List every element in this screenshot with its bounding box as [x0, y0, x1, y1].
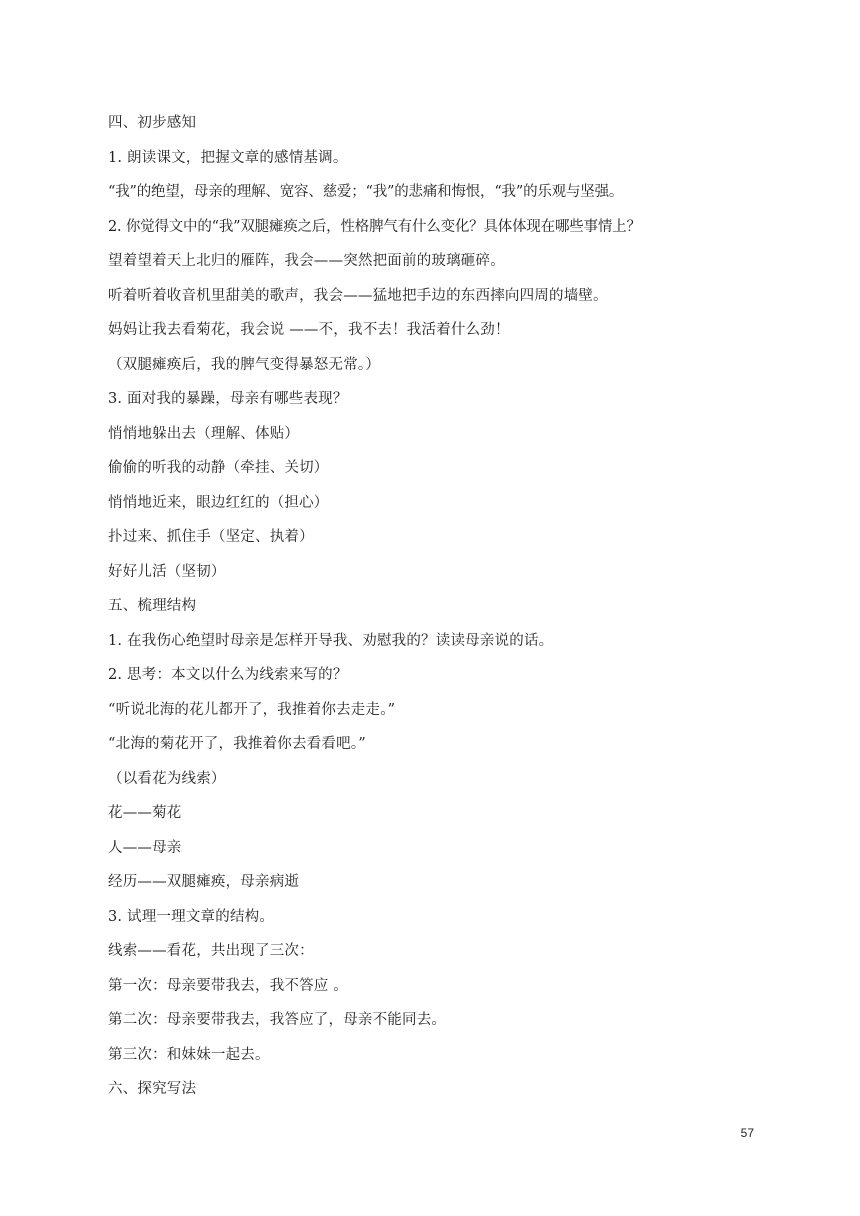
section-heading-writing-method: 六、探究写法 — [108, 1081, 197, 1097]
section-heading-structure: 五、梳理结构 — [108, 598, 197, 614]
question-1-read-aloud: 1. 朗读课文，把握文章的感情基调。 — [108, 149, 348, 166]
mother-response-5: 好好儿活（坚韧） — [108, 563, 226, 580]
occurrence-third: 第三次：和妹妹一起去。 — [108, 1046, 270, 1063]
structure-question-1: 1. 在我伤心绝望时母亲是怎样开导我、劝慰我的？读读母亲说的话。 — [108, 632, 554, 649]
occurrence-first: 第一次：母亲要带我去，我不答应 。 — [108, 977, 349, 994]
clue-experience: 经历——双腿瘫痪，母亲病逝 — [108, 874, 300, 890]
example-chrysanthemums: 妈妈让我去看菊花，我会说 ——不，我不去！我活着什么劲！ — [108, 322, 510, 338]
quote-beihai-flowers: “听说北海的花儿都开了，我推着你去走走。” — [108, 701, 396, 718]
example-geese: 望着望着天上北归的雁阵，我会——突然把面前的玻璃砸碎。 — [108, 253, 505, 269]
clue-summary: （以看花为线索） — [108, 770, 226, 787]
mother-response-3: 悄悄地近来，眼边红红的（担心） — [108, 494, 329, 511]
section-heading-initial-perception: 四、初步感知 — [108, 115, 197, 131]
question-2-personality-change: 2. 你觉得文中的“我”双腿瘫痪之后，性格脾气有什么变化？具体体现在哪些事情上？ — [108, 218, 641, 235]
clue-person: 人——母亲 — [108, 839, 182, 856]
occurrence-second: 第二次：母亲要带我去，我答应了，母亲不能同去。 — [108, 1012, 447, 1028]
page-number: 57 — [740, 1126, 754, 1140]
structure-question-2: 2. 思考：本文以什么为线索来写的？ — [108, 667, 348, 683]
structure-question-3: 3. 试理一理文章的结构。 — [108, 908, 275, 925]
mother-response-2: 偷偷的听我的动静（牵挂、关切） — [108, 460, 329, 476]
mother-response-1: 悄悄地躲出去（理解、体贴） — [108, 425, 300, 442]
mother-response-4: 扑过来、抓住手（坚定、执着） — [108, 529, 314, 545]
clue-flower: 花——菊花 — [108, 805, 182, 821]
answer-emotional-tone: “我”的绝望，母亲的理解、宽容、慈爱；“我”的悲痛和悔恨，“我”的乐观与坚强。 — [108, 184, 624, 200]
page-content — [108, 106, 788, 1107]
quote-beihai-chrysanthemums: “北海的菊花开了，我推着你去看看吧。” — [108, 736, 366, 752]
example-radio: 听着听着收音机里甜美的歌声，我会——猛地把手边的东西摔向四周的墙壁。 — [108, 287, 608, 304]
summary-temper: （双腿瘫痪后，我的脾气变得暴怒无常。） — [108, 356, 381, 373]
clue-occurrences: 线索——看花，共出现了三次： — [108, 943, 314, 959]
question-3-mother-response: 3. 面对我的暴躁，母亲有哪些表现？ — [108, 391, 348, 407]
